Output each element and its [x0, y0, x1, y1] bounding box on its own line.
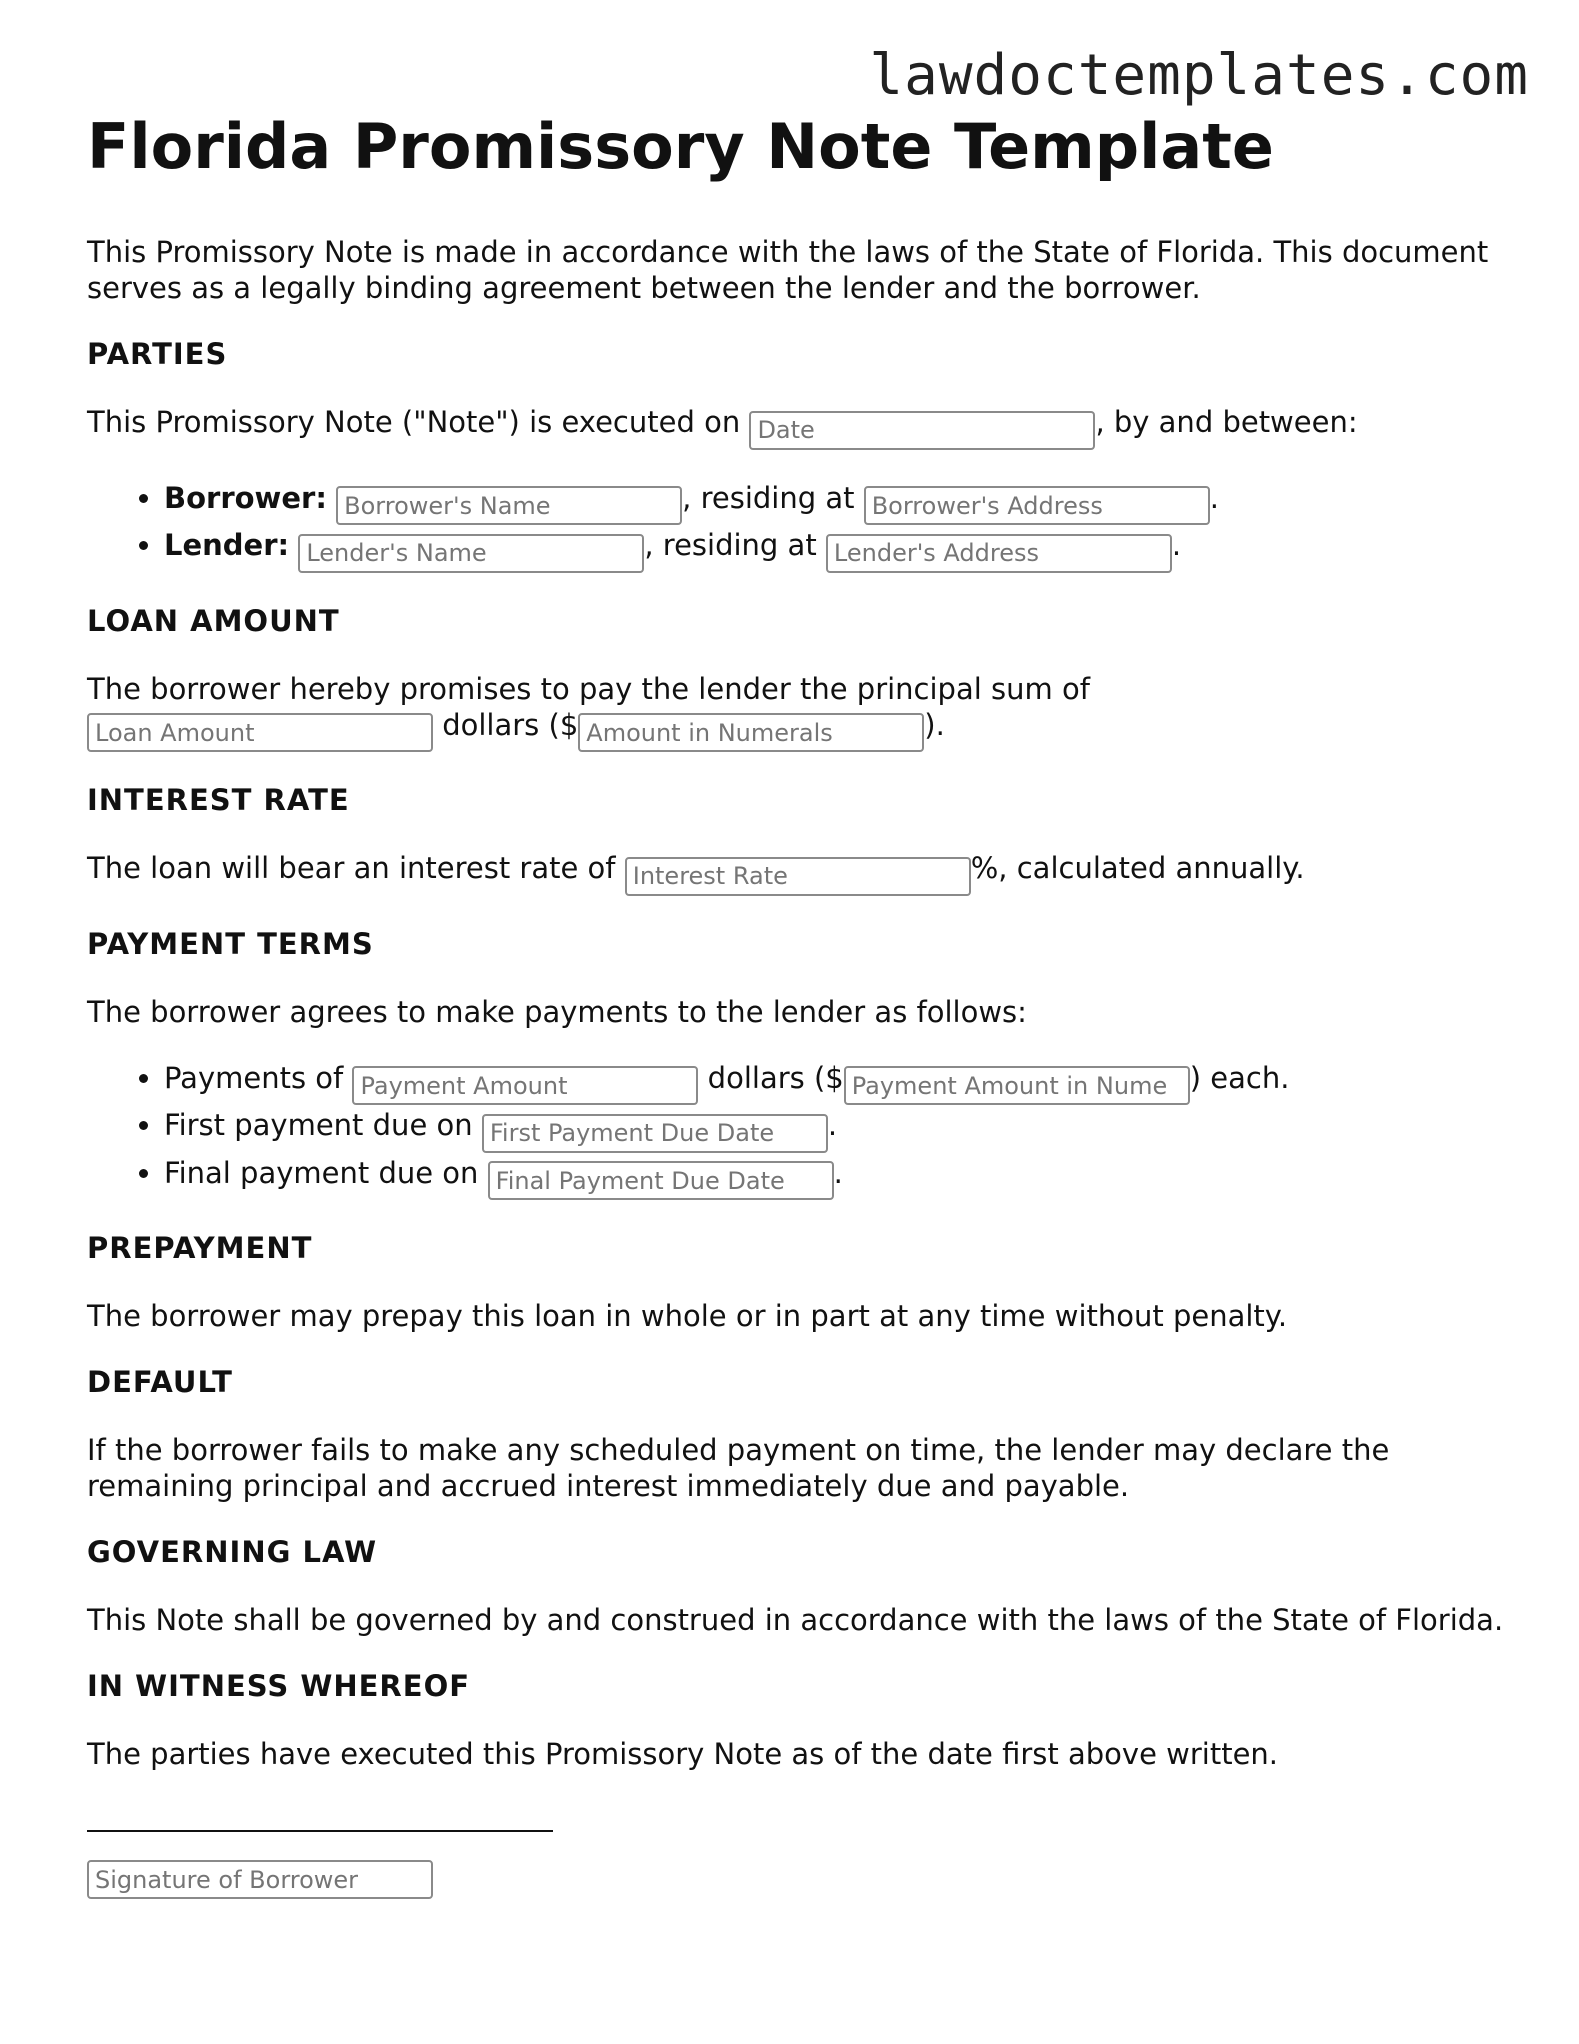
document-title: Florida Promissory Note Template: [87, 110, 1274, 183]
lender-address-field[interactable]: [826, 534, 1172, 573]
first-payment-date-field[interactable]: [482, 1114, 828, 1153]
default-paragraph: If the borrower fails to make any scheduled payment on time, the lender may declare the remaining principal and accrued interest immediately due and payable.: [87, 1433, 1390, 1503]
lender-residing-text: , residing at: [644, 528, 826, 562]
payments-of-text: Payments of: [164, 1060, 353, 1095]
date-field[interactable]: [749, 411, 1095, 450]
parties-heading: PARTIES: [87, 337, 228, 371]
amount-numerals-field[interactable]: [578, 713, 924, 752]
parties-text-before: This Promissory Note ("Note") is executed on: [87, 405, 750, 439]
promissory-note-document: [87, 108, 1507, 1899]
interest-text-after: %, calculated annually.: [970, 851, 1305, 885]
interest-text-before: The loan will bear an interest rate of: [87, 851, 625, 885]
final-due-text: Final payment due on: [164, 1155, 488, 1190]
borrower-label: Borrower:: [164, 480, 327, 515]
loan-amount-heading: LOAN AMOUNT: [87, 603, 340, 638]
interest-rate-heading: INTEREST RATE: [87, 783, 350, 817]
first-due-text: First payment due on: [164, 1108, 482, 1142]
payment-each-text: ) each.: [1189, 1060, 1290, 1095]
interest-rate-field[interactable]: [625, 857, 971, 896]
intro-paragraph: This Promissory Note is made in accordance with the laws of the State of Florida. This document serves as a legally binding agreement between the lender and the borrower.: [87, 235, 1489, 305]
parties-paragraph: [87, 404, 1507, 450]
first-payment-item: [164, 1105, 1507, 1153]
loan-amount-field[interactable]: [87, 713, 433, 752]
first-due-period: .: [827, 1108, 838, 1142]
site-watermark: lawdoctemplates.com: [869, 43, 1529, 108]
lender-item: [164, 525, 1507, 573]
loan-amount-text-after: ).: [924, 707, 945, 742]
borrower-address-field[interactable]: [864, 486, 1210, 525]
interest-rate-paragraph: [87, 850, 1507, 896]
loan-dollars-text: dollars ($: [433, 707, 579, 742]
lender-label: Lender:: [164, 528, 290, 562]
governing-law-paragraph: This Note shall be governed by and construed in accordance with the laws of the State of Florida.: [87, 1603, 1504, 1637]
payment-numerals-field[interactable]: [844, 1066, 1190, 1105]
borrower-period: .: [1209, 480, 1219, 515]
loan-amount-text-before: The borrower hereby promises to pay the lender the principal sum of: [87, 671, 1090, 706]
payment-amount-field[interactable]: [352, 1066, 698, 1105]
witness-heading: IN WITNESS WHEREOF: [87, 1669, 471, 1703]
payments-of-item: [164, 1058, 1507, 1106]
payment-terms-list: [87, 1058, 1507, 1201]
borrower-name-field[interactable]: [336, 486, 682, 525]
final-due-period: .: [833, 1155, 843, 1190]
borrower-item: [164, 478, 1507, 526]
borrower-residing-text: , residing at: [682, 480, 864, 515]
signature-line: [87, 1830, 553, 1832]
payment-terms-paragraph: The borrower agrees to make payments to the lender as follows:: [87, 994, 1027, 1029]
final-payment-item: [164, 1153, 1507, 1201]
lender-name-field[interactable]: [298, 534, 644, 573]
witness-paragraph: The parties have executed this Promissory Note as of the date first above written.: [87, 1737, 1279, 1771]
prepayment-heading: PREPAYMENT: [87, 1231, 313, 1265]
parties-text-after: , by and between:: [1095, 405, 1358, 439]
loan-amount-paragraph: [87, 671, 1507, 753]
governing-law-heading: GOVERNING LAW: [87, 1535, 378, 1569]
default-heading: DEFAULT: [87, 1365, 233, 1399]
parties-list: [87, 478, 1507, 573]
payment-dollars-text: dollars ($: [698, 1060, 844, 1095]
borrower-signature-field[interactable]: [87, 1860, 433, 1899]
prepayment-paragraph: The borrower may prepay this loan in whole or in part at any time without penalty.: [87, 1299, 1288, 1333]
signature-row: [87, 1860, 1507, 1899]
lender-period: .: [1171, 528, 1182, 562]
final-payment-date-field[interactable]: [488, 1161, 834, 1200]
payment-terms-heading: PAYMENT TERMS: [87, 926, 374, 961]
